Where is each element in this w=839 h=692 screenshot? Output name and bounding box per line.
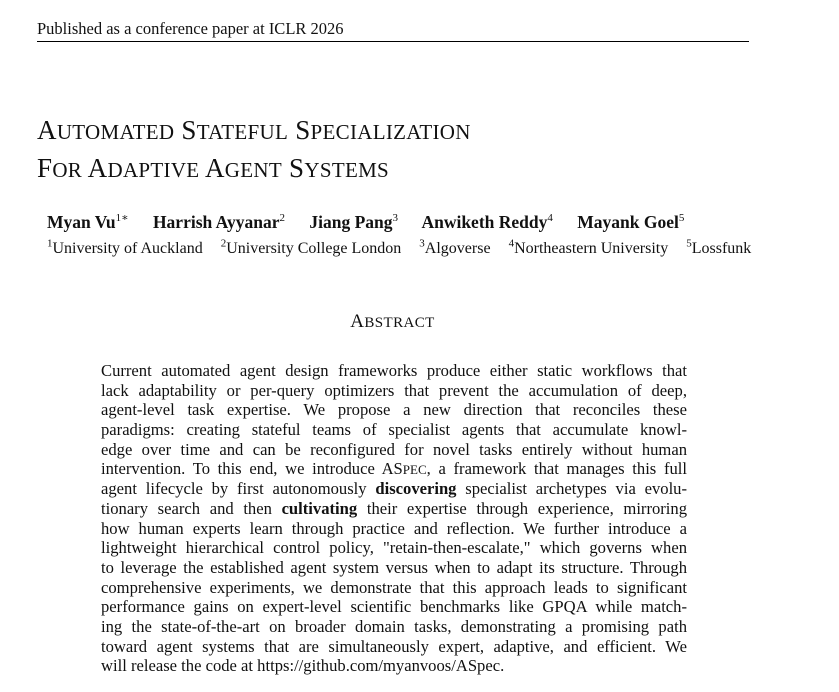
author-5: Mayank Goel$^5$ [577, 212, 685, 232]
abstract-body [101, 361, 687, 676]
abstract-line: Current automated agent design frameworks produce either static workflows that [101, 361, 687, 380]
affiliation-5: $^5$Lossfunk [686, 237, 752, 257]
abstract-line: agent-level task expertise. We propose a new direction that reconciles these [101, 400, 687, 420]
title-line-1: AUTOMATED STATEFUL SPECIALIZATION [37, 115, 471, 145]
abstract-line: performance gains on expert-level scientific benchmarks like GPQA while match- [101, 597, 687, 617]
abstract-heading: ABSTRACT [350, 311, 435, 332]
framework-name: ASPEC [381, 459, 427, 479]
paper-title [37, 112, 471, 188]
abstract-line: lightweight hierarchical control policy, "retain-then-escalate," which governs when [101, 538, 687, 558]
abstract-line: intervention. To this end, we introduce ASPEC, a framework that manages this full [101, 459, 687, 479]
affiliation-3: $^3$Algoverse [419, 237, 491, 257]
abstract-line: comprehensive experiments, we demonstrate that this approach leads to significant [101, 577, 687, 597]
emphasis-discovering: discovering [375, 479, 457, 499]
abstract-line: toward agent systems that are simultaneously expert, adaptive, and efficient. We [101, 636, 687, 656]
emphasis-cultivating: cultivating [281, 498, 358, 518]
author-1: Myan $Vu^{1∗}$ [47, 212, 129, 232]
abstract-line: edge over time and can be reconfigured for novel tasks entirely without human [101, 439, 687, 459]
running-head-text: Published as a conference paper at ICLR 2026 [37, 19, 344, 38]
affiliation-2: $^2$University College London [220, 237, 402, 257]
abstract-line: to leverage the established agent system versus when to adapt its structure. Through [101, 557, 687, 577]
affiliation-4: $^4$Northeastern University [508, 237, 669, 257]
author-4: Anwiketh Reddy$^4$ [421, 212, 553, 232]
abstract-line: will release the code at https://github.com/myanvoos/ASpec. [101, 656, 505, 676]
author-3: Jiang Pang$^3$ [309, 212, 399, 232]
affiliation-list [47, 237, 765, 258]
author-list [47, 212, 704, 233]
abstract-line: agent lifecycle by first autonomously discovering specialist archetypes via evolu- [101, 479, 687, 499]
affiliation-1: $^1$University of Auckland [47, 237, 203, 257]
running-head [37, 19, 749, 42]
author-2: Harrish Ayyanar$^2$ [152, 212, 285, 232]
abstract-line: ing the state-of-the-art on broader domain tasks, demonstrating a promising path [101, 616, 687, 636]
abstract-line: paradigms: creating stateful teams of specialist agents that accumulate knowl- [101, 420, 687, 440]
abstract-line: how human experts learn through practice and reflection. We further introduce a [101, 518, 687, 538]
abstract-line: tionary search and then cultivating their expertise through experience, mirroring [101, 498, 688, 518]
title-line-2: FOR ADAPTIVE AGENT SYSTEMS [37, 153, 390, 183]
abstract-line: lack adaptability or per-query optimizers that prevent the accumulation of deep, [101, 380, 687, 400]
